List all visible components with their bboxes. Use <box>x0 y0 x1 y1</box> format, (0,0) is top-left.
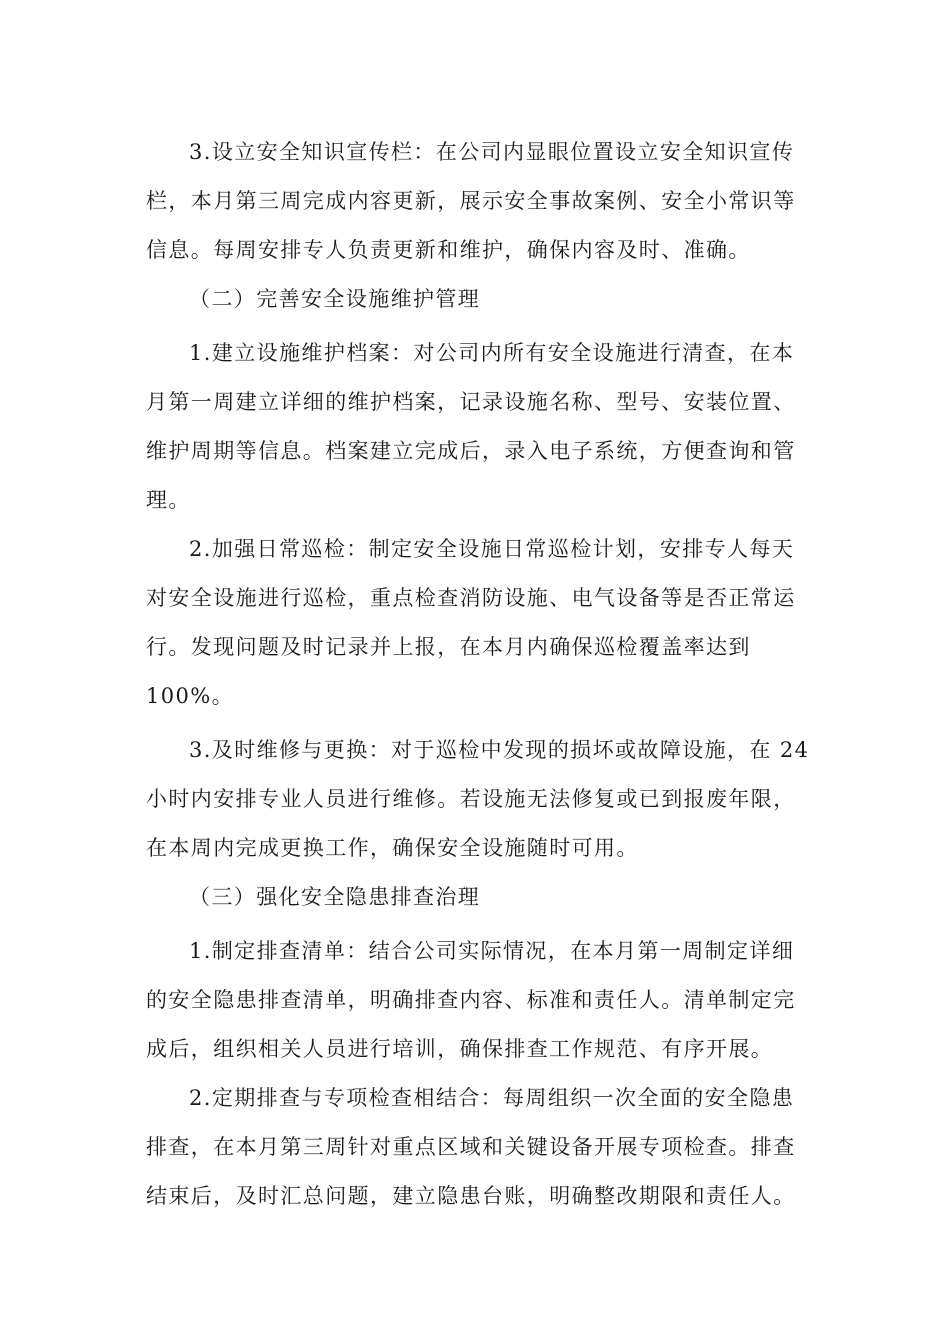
paragraph-line: 结束后，及时汇总问题，建立隐患台账，明确整改期限和责任人。 <box>146 1184 796 1208</box>
paragraph-line: 维护周期等信息。档案建立完成后，录入电子系统，方便查询和管 <box>146 439 796 463</box>
paragraph-line: 信息。每周安排专人负责更新和维护，确保内容及时、准确。 <box>146 238 751 262</box>
paragraph-line: 行。发现问题及时记录并上报，在本月内确保巡检覆盖率达到 <box>146 635 751 659</box>
paragraph-line: 100%。 <box>146 684 235 708</box>
paragraph-line: 月第一周建立详细的维护档案，记录设施名称、型号、安装位置、 <box>146 390 796 414</box>
paragraph-line: 1.制定排查清单：结合公司实际情况，在本月第一周制定详细 <box>189 939 795 963</box>
paragraph-line: 排查，在本月第三周针对重点区域和关键设备开展专项检查。排查 <box>146 1135 796 1159</box>
paragraph-line: 1.建立设施维护档案：对公司内所有安全设施进行清查，在本 <box>189 341 795 365</box>
section-heading: （二）完善安全设施维护管理 <box>189 287 481 311</box>
paragraph-line: 3.及时维修与更换：对于巡检中发现的损坏或故障设施，在 24 <box>189 738 810 762</box>
paragraph-line: 2.加强日常巡检：制定安全设施日常巡检计划，安排专人每天 <box>189 537 795 561</box>
section-heading: （三）强化安全隐患排查治理 <box>189 885 481 909</box>
paragraph-line: 成后，组织相关人员进行培训，确保排查工作规范、有序开展。 <box>146 1037 774 1061</box>
paragraph-line: 栏，本月第三周完成内容更新，展示安全事故案例、安全小常识等 <box>146 189 796 213</box>
paragraph-line: 小时内安排专业人员进行维修。若设施无法修复或已到报废年限， <box>146 787 796 811</box>
paragraph-line: 的安全隐患排查清单，明确排查内容、标准和责任人。清单制定完 <box>146 988 796 1012</box>
paragraph-line: 对安全设施进行巡检，重点检查消防设施、电气设备等是否正常运 <box>146 586 796 610</box>
paragraph-line: 在本周内完成更换工作，确保安全设施随时可用。 <box>146 836 639 860</box>
paragraph-line: 2.定期排查与专项检查相结合：每周组织一次全面的安全隐患 <box>189 1086 795 1110</box>
paragraph-line: 理。 <box>146 488 191 512</box>
paragraph-line: 3.设立安全知识宣传栏：在公司内显眼位置设立安全知识宣传 <box>189 140 795 164</box>
